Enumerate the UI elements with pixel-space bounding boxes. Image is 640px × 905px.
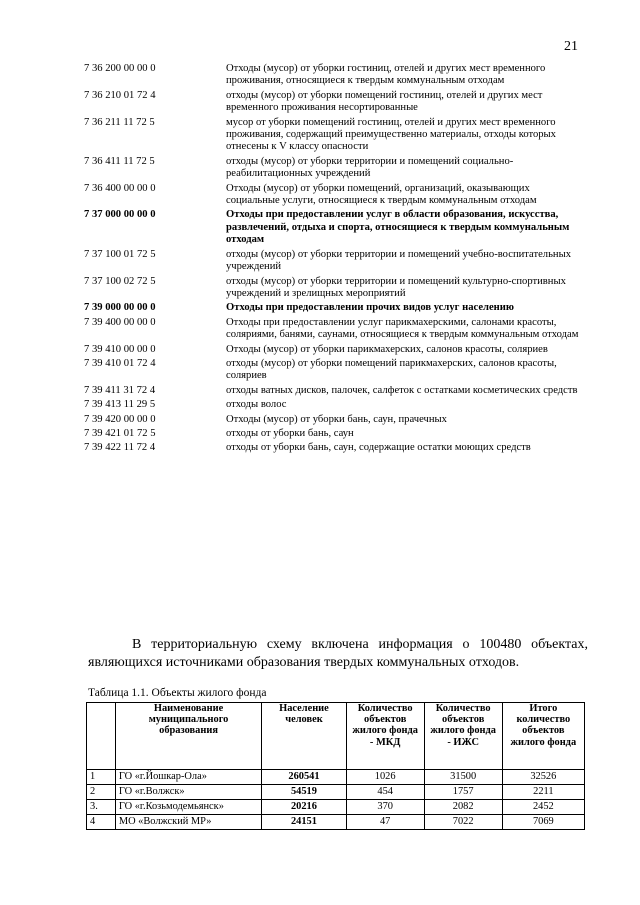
waste-code: 7 39 410 01 72 4	[84, 357, 156, 369]
municipality-name: ГО «г.Йошкар-Ола»	[115, 770, 261, 785]
row-index: 2	[87, 785, 116, 800]
waste-code: 7 39 400 00 00 0	[84, 316, 156, 328]
mkd-count: 47	[346, 815, 424, 830]
waste-description: отходы ватных дисков, палочек, салфеток с остатками косметических средств	[226, 384, 578, 396]
waste-code: 7 37 000 00 00 0	[84, 209, 156, 221]
waste-code: 7 39 000 00 00 0	[84, 302, 156, 314]
waste-description: Отходы (мусор) от уборки гостиниц, отелей и других мест временного проживания, относящиеся к твердым коммунальным отходам	[226, 63, 546, 87]
code-row	[84, 442, 584, 454]
code-row	[84, 90, 584, 115]
code-row	[84, 302, 584, 314]
page-number: 21	[564, 39, 578, 54]
municipality-name: ГО «г.Козьмодемьянск»	[115, 800, 261, 815]
header-mkd: Количество объектов жилого фонда - МКД	[346, 703, 424, 770]
code-row	[84, 358, 584, 383]
housing-table	[86, 702, 585, 830]
waste-description: отходы (мусор) от уборки территории и помещений учебно-воспитательных учреждений	[226, 248, 571, 273]
table-row	[87, 785, 585, 800]
waste-code: 7 37 100 02 72 5	[84, 275, 156, 287]
mkd-count: 370	[346, 800, 424, 815]
waste-code: 7 36 210 01 72 4	[84, 89, 156, 101]
waste-code: 7 36 400 00 00 0	[84, 182, 156, 194]
waste-code: 7 37 100 01 72 5	[84, 248, 156, 260]
waste-description: Отходы при предоставлении услуг парикмахерскими, салонами красоты, соляриями, банями, саунами, относящиеся к твердым коммунальным отходам	[226, 316, 579, 341]
waste-code: 7 39 411 31 72 4	[84, 384, 156, 396]
header-izhs: Количество объектов жилого фонда - ИЖС	[424, 703, 502, 770]
mkd-count: 454	[346, 785, 424, 800]
population: 20216	[262, 800, 346, 815]
code-row	[84, 117, 584, 154]
waste-description: Отходы при предоставлении услуг в области образования, искусства, развлечений, отдыха и спорта, относящиеся к твердым коммунальным отходам	[226, 209, 570, 246]
waste-description: отходы (мусор) от уборки помещений парикмахерских, салонов красоты, соляриев	[226, 357, 557, 382]
waste-description: отходы (мусор) от уборки помещений гостиниц, отелей и других мест временного проживания несортированные	[226, 89, 543, 114]
header-population: Население человек	[262, 703, 346, 770]
waste-code: 7 36 200 00 00 0	[84, 63, 156, 74]
code-row	[84, 344, 584, 356]
code-row	[84, 414, 584, 426]
waste-description: отходы от уборки бань, саун	[226, 427, 354, 439]
header-total: Итого количество объектов жилого фонда	[502, 703, 584, 770]
total-count: 7069	[502, 815, 584, 830]
waste-code: 7 39 410 00 00 0	[84, 343, 156, 355]
waste-description: отходы (мусор) от уборки территории и помещений социально-реабилитационных учреждений	[226, 155, 514, 180]
table-header-row	[87, 703, 585, 770]
population: 54519	[262, 785, 346, 800]
izhs-count: 31500	[424, 770, 502, 785]
municipality-name: МО «Волжский МР»	[115, 815, 261, 830]
izhs-count: 2082	[424, 800, 502, 815]
waste-description: Отходы (мусор) от уборки парикмахерских, салонов красоты, соляриев	[226, 343, 548, 355]
waste-code: 7 39 422 11 72 4	[84, 442, 156, 454]
waste-code: 7 39 420 00 00 0	[84, 413, 156, 425]
waste-description: Отходы при предоставлении прочих видов услуг населению	[226, 302, 514, 314]
code-row	[84, 249, 584, 274]
izhs-count: 1757	[424, 785, 502, 800]
code-row	[84, 209, 584, 246]
waste-description: отходы от уборки бань, саун, содержащие остатки моющих средств	[226, 442, 531, 454]
waste-description: отходы (мусор) от уборки территории и помещений культурно-спортивных учреждений и зрелищных мероприятий	[226, 275, 566, 299]
waste-description: Отходы (мусор) от уборки бань, саун, прачечных	[226, 413, 447, 425]
municipality-name: ГО «г.Волжск»	[115, 785, 261, 800]
total-count: 2452	[502, 800, 584, 815]
code-row	[84, 385, 584, 397]
table-row	[87, 770, 585, 785]
row-index: 4	[87, 815, 116, 830]
waste-description: мусор от уборки помещений гостиниц, отелей и других мест временного проживания, содержащий преимущественно материалы, отходы которых отнесены к V классу опасности	[226, 116, 556, 153]
code-row	[84, 183, 584, 208]
row-index: 1	[87, 770, 116, 785]
waste-code: 7 36 211 11 72 5	[84, 116, 155, 128]
code-row	[84, 428, 584, 440]
waste-description: Отходы (мусор) от уборки помещений, организаций, оказывающих социальные услуги, относящиеся к твердым коммунальным отходам	[226, 182, 537, 207]
code-row	[84, 317, 584, 342]
mkd-count: 1026	[346, 770, 424, 785]
summary-paragraph: В территориальную схему включена информация о 100480 объектах, являющихся источниками образования твердых коммунальных отходов.	[88, 637, 588, 670]
row-index: 3.	[87, 800, 116, 815]
table-caption: Таблица 1.1. Объекты жилого фонда	[88, 687, 267, 699]
waste-code: 7 39 413 11 29 5	[84, 399, 156, 411]
population: 24151	[262, 815, 346, 830]
population: 260541	[262, 770, 346, 785]
table-row	[87, 800, 585, 815]
header-index	[87, 703, 116, 770]
code-row	[84, 156, 584, 181]
waste-code-list	[84, 63, 584, 457]
total-count: 32526	[502, 770, 584, 785]
table-row	[87, 815, 585, 830]
header-municipality: Наименование муниципального образования	[115, 703, 261, 770]
izhs-count: 7022	[424, 815, 502, 830]
code-row	[84, 276, 584, 301]
waste-code: 7 36 411 11 72 5	[84, 155, 155, 167]
waste-code: 7 39 421 01 72 5	[84, 427, 156, 439]
waste-description: отходы волос	[226, 399, 287, 411]
code-row	[84, 63, 584, 88]
total-count: 2211	[502, 785, 584, 800]
code-row	[84, 399, 584, 411]
